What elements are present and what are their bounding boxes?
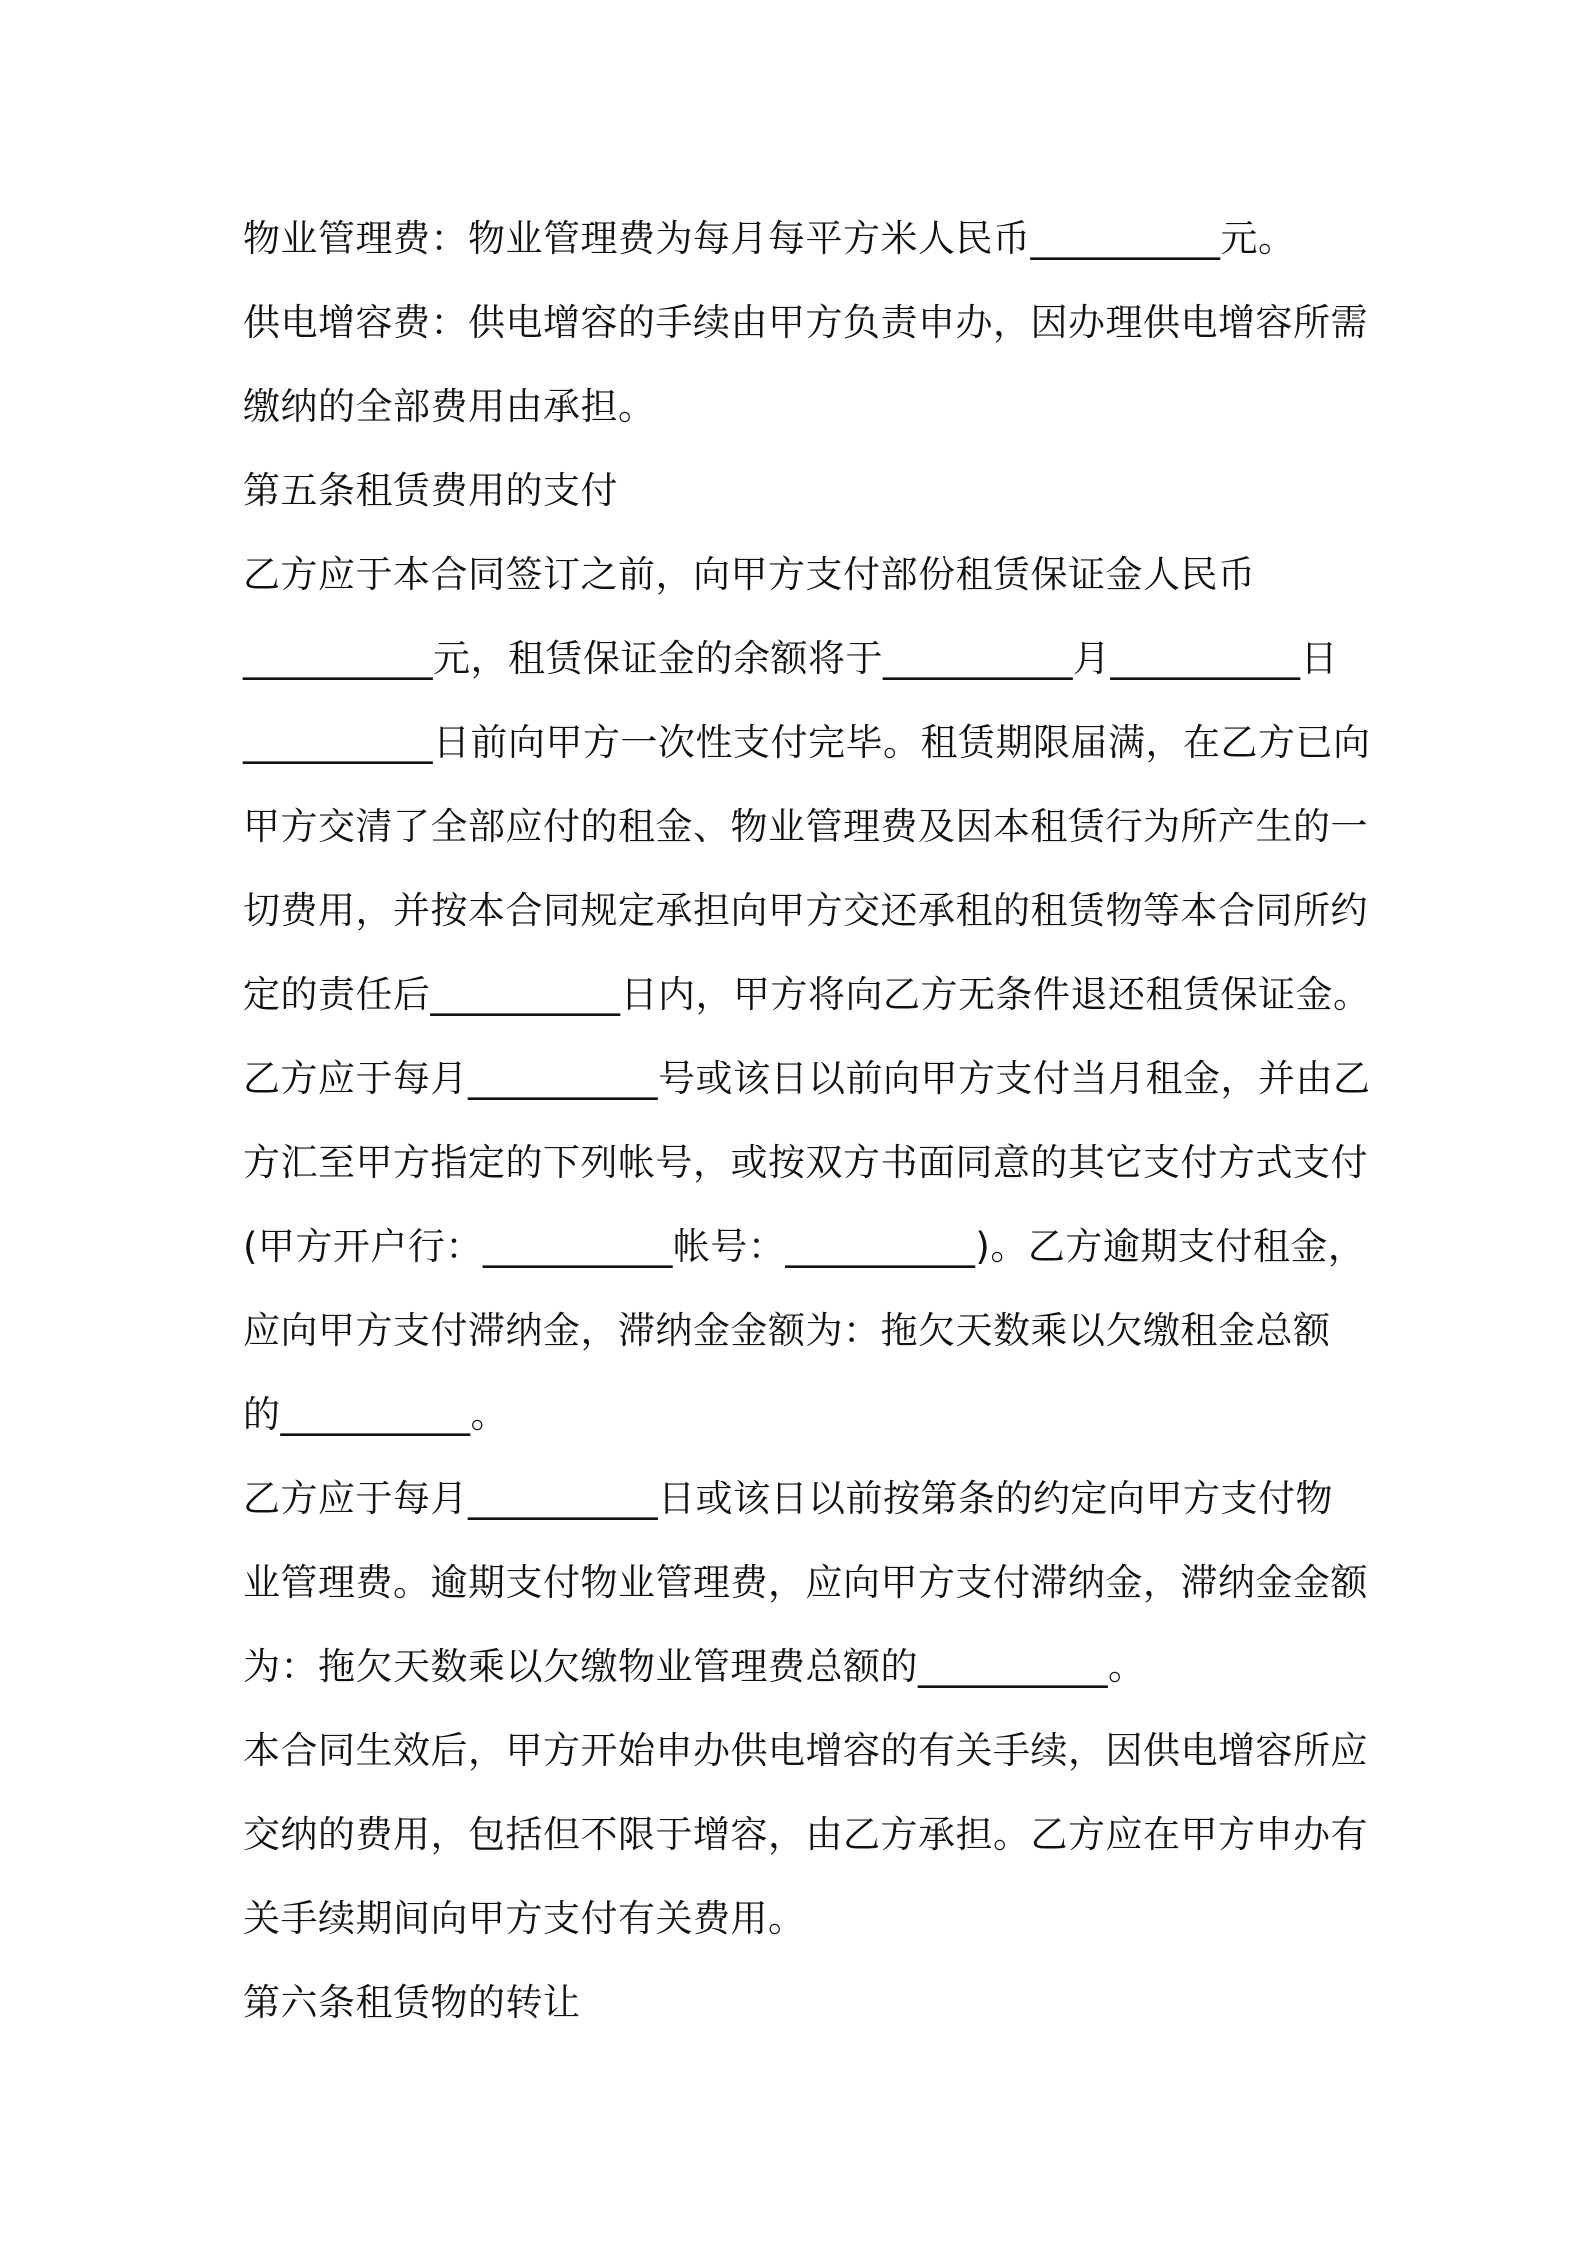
text-line: __________日前向甲方一次性支付完毕。租赁期限届满，在乙方已向 (243, 721, 1371, 764)
text-line: 关手续期间向甲方支付有关费用。 (243, 1897, 806, 1940)
text-line: 缴纳的全部费用由承担。 (243, 385, 656, 428)
section-heading-article-5: 第五条租赁费用的支付 (243, 469, 618, 512)
text-line: 为：拖欠天数乘以欠缴物业管理费总额的__________。 (243, 1645, 1146, 1688)
document-body (243, 197, 1371, 2045)
text-line: (甲方开户行：__________帐号：__________)。乙方逾期支付租金， (243, 1225, 1366, 1268)
text-line: __________元，租赁保证金的余额将于__________月__________日 (243, 637, 1338, 680)
text-line-power-capacity-fee: 供电增容费：供电增容的手续由甲方负责申办，因办理供电增容所需 (243, 301, 1368, 344)
text-line: 应向甲方支付滞纳金，滞纳金金额为：拖欠天数乘以欠缴租金总额 (243, 1309, 1331, 1352)
text-line: 切费用，并按本合同规定承担向甲方交还承租的租赁物等本合同所约 (243, 889, 1368, 932)
text-line: 的__________。 (243, 1393, 508, 1436)
text-line: 乙方应于每月__________日或该日以前按第条的约定向甲方支付物 (243, 1477, 1333, 1520)
text-line: 乙方应于每月__________号或该日以前向甲方支付当月租金，并由乙 (243, 1057, 1371, 1100)
text-line-property-fee: 物业管理费：物业管理费为每月每平方米人民币__________元。 (243, 217, 1296, 260)
text-line: 业管理费。逾期支付物业管理费，应向甲方支付滞纳金，滞纳金金额 (243, 1561, 1368, 1604)
text-line: 定的责任后__________日内，甲方将向乙方无条件退还租赁保证金。 (243, 973, 1371, 1016)
text-line: 本合同生效后，甲方开始申办供电增容的有关手续，因供电增容所应 (243, 1729, 1368, 1772)
text-line: 交纳的费用，包括但不限于增容，由乙方承担。乙方应在甲方申办有 (243, 1813, 1368, 1856)
text-line: 方汇至甲方指定的下列帐号，或按双方书面同意的其它支付方式支付 (243, 1141, 1368, 1184)
section-heading-article-6: 第六条租赁物的转让 (243, 1981, 581, 2024)
text-line: 乙方应于本合同签订之前，向甲方支付部份租赁保证金人民币 (243, 553, 1256, 596)
text-line: 甲方交清了全部应付的租金、物业管理费及因本租赁行为所产生的一 (243, 805, 1368, 848)
